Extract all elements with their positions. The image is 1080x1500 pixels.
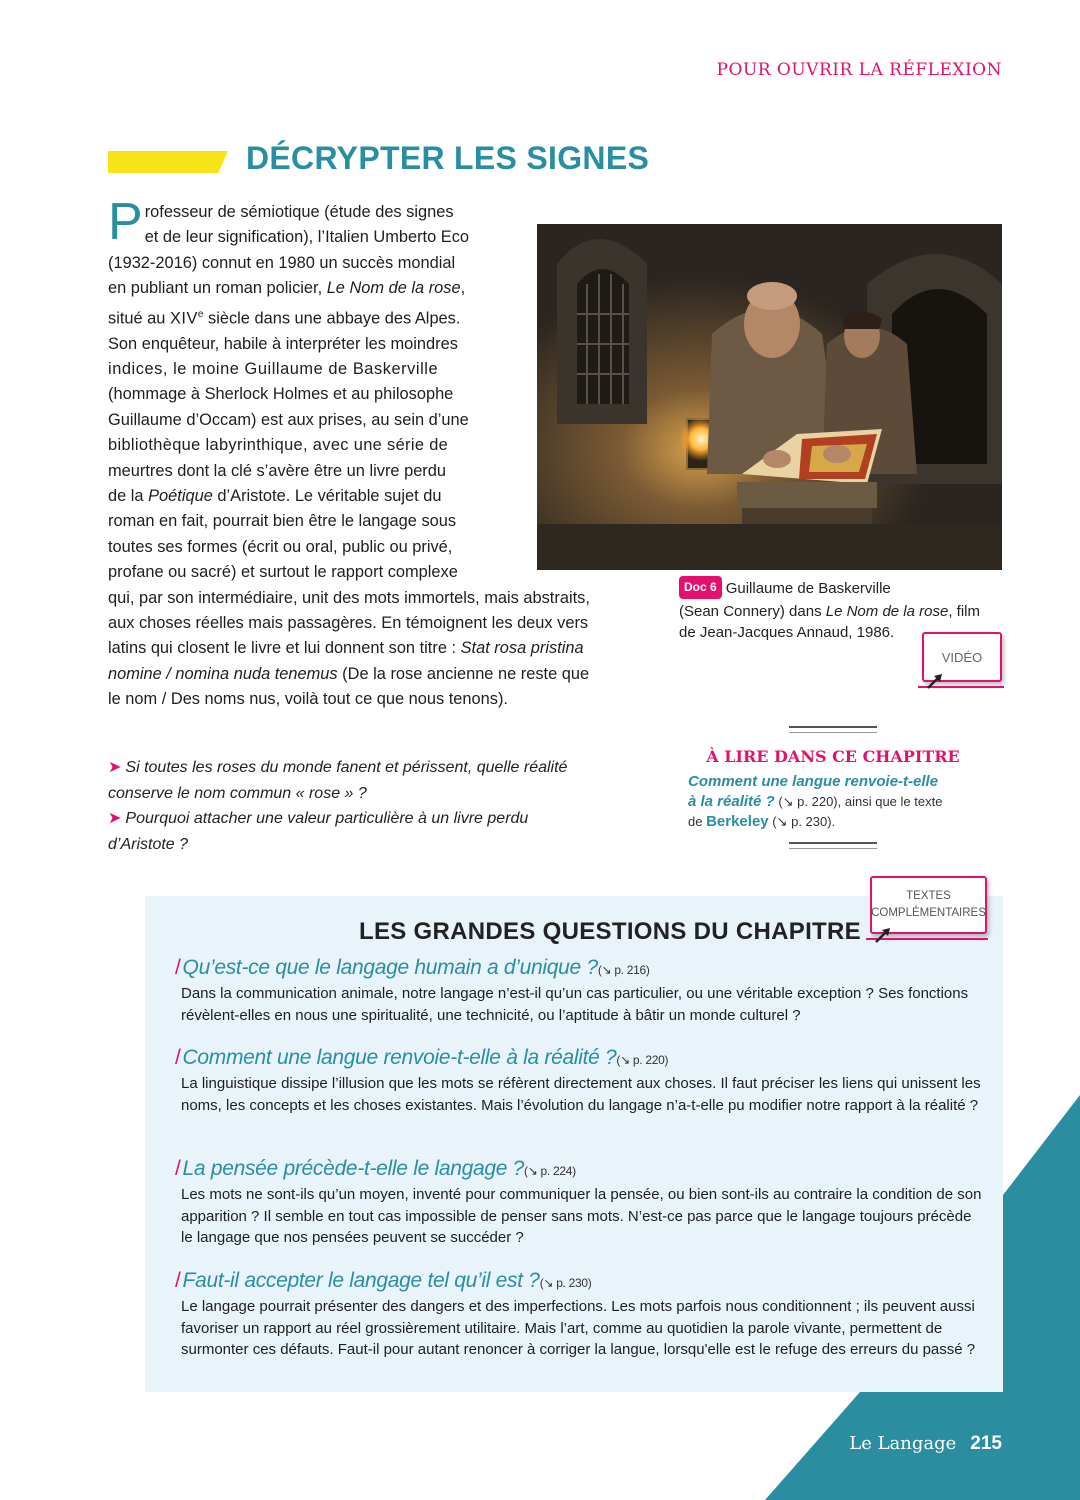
question-text: Le langage pourrait présenter des dangers et des imperfections. Les mots parfois nous conditionnent ; ils peuvent aussi favoriser un rapport au réel grossièrement utilitaire. Mais l’art, comme au quotidien la parole vivante, permettent de surmonter ces défauts. Faut-il pour autant renoncer à corriger la langue, lorsqu'elle est le refuge des erreurs du passé ? [181, 1298, 976, 1358]
section-title: DÉCRYPTER LES SIGNES [246, 140, 650, 176]
page-number: 215 [970, 1433, 1002, 1454]
intro-line: situé au XIVe siècle dans une abbaye des Alpes. [108, 308, 461, 328]
chapter-question [175, 1269, 985, 1361]
reflection-questions [108, 755, 588, 857]
section-tag: POUR OUVRIR LA RÉFLEXION [716, 60, 1002, 80]
intro-line: qui, par son intermédiaire, unit des mots immortels, mais abstraits, [108, 588, 590, 607]
intro-line: roman en fait, pourrait bien être le langage sous [108, 512, 457, 531]
chapter-name: Le Langage [849, 1433, 957, 1454]
video-button[interactable]: VIDÉO [922, 632, 1002, 682]
question-title[interactable]: /La pensée précède-t-elle le langage ?(↘ p. 224) [175, 1157, 576, 1180]
title-accent-bar [108, 151, 228, 173]
intro-line: (hommage à Sherlock Holmes et au philosophe [108, 385, 454, 404]
chevron-right-icon: ➤ [108, 810, 122, 827]
a-lire-title: À LIRE DANS CE CHAPITRE [706, 747, 960, 766]
question-text: La linguistique dissipe l’illusion que les mots se réfèrent directement aux choses. Il faut préciser les liens qui unissent les noms, les concepts et les choses existantes. Mais l’évolution du langage n’a-t-elle pu modifier notre rapport à la réalité ? [181, 1075, 981, 1114]
intro-line: (1932-2016) connut en 1980 un succès mondial [108, 253, 456, 272]
chapter-link-cont[interactable]: à la réalité ? [688, 793, 775, 810]
film-still-image [537, 224, 1002, 570]
book-title: Le Nom de la rose [326, 279, 461, 298]
chapter-question [175, 1157, 985, 1249]
intro-line: le nom / Des noms nus, voilà tout ce que nous tenons). [108, 690, 508, 709]
chevron-right-icon: ➤ [108, 759, 122, 776]
a-lire-body: Comment une langue renvoie-t-elle à la réalité ? (↘ p. 220), ainsi que le texte de Berkeley (↘ p. 230). [688, 773, 943, 830]
intro-line: profane ou sacré) et surtout le rapport complexe [108, 563, 458, 582]
a-lire-box [688, 726, 978, 849]
intro-line: en publiant un roman policier, Le Nom de la rose, [108, 279, 466, 298]
intro-line: nomine / nomina nuda tenemus (De la rose ancienne ne reste que [108, 664, 590, 683]
chapter-question [175, 956, 985, 1026]
intro-line: Son enquêteur, habile à interpréter les moindres [108, 334, 458, 353]
intro-line: aux choses réelles mais passagères. En témoignent les deux vers [108, 613, 589, 632]
divider [789, 726, 877, 733]
intro-line: toutes ses formes (écrit ou oral, public ou privé, [108, 537, 453, 556]
question-item: ➤ Pourquoi attacher une valeur particulière à un livre perdu [108, 810, 529, 827]
cursor-arrow-icon [874, 926, 892, 944]
page-footer [849, 1433, 1002, 1455]
question-title[interactable]: /Faut-il accepter le langage tel qu’il est ?(↘ p. 230) [175, 1269, 592, 1292]
intro-line: Guillaume d’Occam) est aux prises, au sein d’une [108, 410, 469, 429]
intro-line: de la Poétique d’Aristote. Le véritable sujet du [108, 486, 442, 505]
cursor-arrow-icon [926, 672, 944, 690]
intro-line: meurtres dont la clé s’avère être un livre perdu [108, 461, 446, 480]
doc-badge: Doc 6 [679, 576, 722, 599]
question-line: d’Aristote ? [108, 835, 189, 853]
question-text: Les mots ne sont-ils qu’un moyen, inventé pour communiquer la pensée, ou bien sont-ils au contraire la condition de son apparition ? Il semble en tout cas impossible de penser sans mots. N’est-ce pas parce que le langage toujours précède le langage que nos pensées peuvent se succéder ? [181, 1186, 982, 1246]
chapter-link[interactable]: Comment une langue renvoie-t-elle [688, 773, 939, 790]
question-item: ➤ Si toutes les roses du monde fanent et périssent, quelle réalité [108, 759, 568, 776]
textes-complementaires-button[interactable]: TEXTES COMPLÉMENTAIRES [870, 876, 987, 934]
chapter-question [175, 1046, 985, 1116]
dropcap: P [108, 193, 143, 251]
question-line: conserve le nom commun « rose » ? [108, 784, 367, 802]
question-title[interactable]: /Qu’est-ce que le langage humain a d’unique ?(↘ p. 216) [175, 956, 650, 979]
intro-line: et de leur signification), l’Italien Umberto Eco [144, 228, 470, 247]
question-text: Dans la communication animale, notre langage n’est-il qu’un cas particulier, ou une véritable exception ? Ses fonctions révèlent-elles en nous une spiritualité, une technicité, ou l’aptitude à bâtir un monde culturel ? [181, 985, 969, 1024]
question-title[interactable]: /Comment une langue renvoie-t-elle à la réalité ?(↘ p. 220) [175, 1046, 669, 1069]
intro-line: indices, le moine Guillaume de Baskerville [108, 359, 439, 378]
intro-line: latins qui closent le livre et lui donnent son titre : Stat rosa pristina [108, 639, 584, 658]
author-link[interactable]: Berkeley [706, 813, 769, 830]
divider [789, 842, 877, 849]
photo-caption: Doc 6 Guillaume de Baskerville (Sean Connery) dans Le Nom de la rose, film de Jean-Jacques Annaud, 1986. [679, 578, 1009, 643]
intro-line: rofesseur de sémiotique (étude des signes [144, 203, 454, 221]
intro-line: bibliothèque labyrinthique, avec une série de [108, 436, 449, 455]
panel-heading: LES GRANDES QUESTIONS DU CHAPITRE [359, 918, 861, 945]
